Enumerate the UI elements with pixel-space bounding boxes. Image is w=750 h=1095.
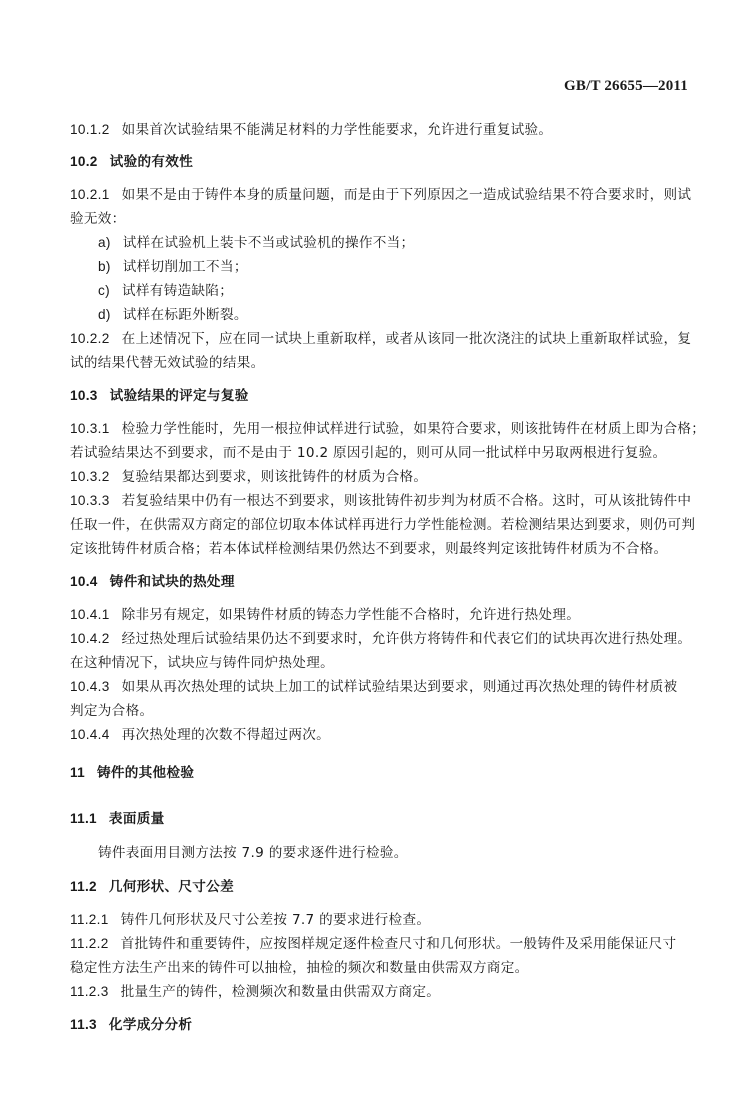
clause-10-4-3: 10.4.3 如果从再次热处理的试块上加工的试样试验结果达到要求，则通过再次热处理的铸件材质被 [70, 679, 678, 695]
section-heading-10-4: 10.4 铸件和试块的热处理 [70, 574, 235, 590]
clause-continuation: 在这种情况下，试块应与铸件同炉热处理。 [70, 655, 334, 671]
clause-continuation: 试的结果代替无效试验的结果。 [70, 355, 265, 371]
section-heading-11-2: 11.2 几何形状、尺寸公差 [70, 879, 234, 895]
chapter-heading-11: 11 铸件的其他检验 [70, 765, 195, 781]
clause-continuation: 定该批铸件材质合格；若本体试样检测结果仍然达不到要求，则最终判定该批铸件材质为不合格。 [70, 541, 668, 557]
section-heading-10-2: 10.2 试验的有效性 [70, 154, 194, 170]
clause-continuation: 判定为合格。 [70, 703, 154, 719]
clause-continuation: 稳定性方法生产出来的铸件可以抽检，抽检的频次和数量由供需双方商定。 [70, 960, 529, 976]
clause-10-3-1: 10.3.1 检验力学性能时，先用一根拉伸试样进行试验，如果符合要求，则该批铸件在材质上即为合格； [70, 421, 706, 437]
list-item-c: c) 试样有铸造缺陷； [98, 283, 234, 299]
section-heading-11-1: 11.1 表面质量 [70, 811, 165, 827]
section-heading-11-3: 11.3 化学成分分析 [70, 1017, 193, 1033]
clause-11-2-2: 11.2.2 首批铸件和重要铸件，应按图样规定逐件检查尺寸和几何形状。一般铸件及采用能保证尺寸 [70, 936, 677, 952]
clause-continuation: 验无效： [70, 211, 126, 227]
clause-10-3-3: 10.3.3 若复验结果中仍有一根达不到要求，则该批铸件初步判为材质不合格。这时，可从该批铸件中 [70, 493, 692, 509]
clause-11-2-1: 11.2.1 铸件几何形状及尺寸公差按 7.7 的要求进行检查。 [70, 912, 431, 928]
clause-10-1-2: 10.1.2 如果首次试验结果不能满足材料的力学性能要求，允许进行重复试验。 [70, 122, 553, 138]
clause-continuation: 任取一件，在供需双方商定的部位切取本体试样再进行力学性能检测。若检测结果达到要求，则仍可判 [70, 517, 696, 533]
list-item-b: b) 试样切削加工不当； [98, 259, 248, 275]
clause-10-2-1: 10.2.1 如果不是由于铸件本身的质量问题，而是由于下列原因之一造成试验结果不符合要求时，则试 [70, 187, 692, 203]
clause-11-1-body: 铸件表面用目测方法按 7.9 的要求逐件进行检验。 [98, 845, 408, 861]
document-code: GB/T 26655—2011 [564, 78, 688, 94]
clause-10-4-4: 10.4.4 再次热处理的次数不得超过两次。 [70, 727, 331, 743]
clause-11-2-3: 11.2.3 批量生产的铸件，检测频次和数量由供需双方商定。 [70, 984, 441, 1000]
list-item-d: d) 试样在标距外断裂。 [98, 307, 248, 323]
clause-10-3-2: 10.3.2 复验结果都达到要求，则该批铸件的材质为合格。 [70, 469, 428, 485]
clause-10-4-2: 10.4.2 经过热处理后试验结果仍达不到要求时，允许供方将铸件和代表它们的试块再次进行热处理。 [70, 631, 692, 647]
clause-10-2-2: 10.2.2 在上述情况下，应在同一试块上重新取样，或者从该同一批次浇注的试块上重新取样试验，复 [70, 331, 692, 347]
section-heading-10-3: 10.3 试验结果的评定与复验 [70, 388, 249, 404]
list-item-a: a) 试样在试验机上装卡不当或试验机的操作不当； [98, 235, 415, 251]
clause-continuation: 若试验结果达不到要求，而不是由于 10.2 原因引起的，则可从同一批试样中另取两根进行复验。 [70, 445, 667, 461]
clause-10-4-1: 10.4.1 除非另有规定，如果铸件材质的铸态力学性能不合格时，允许进行热处理。 [70, 607, 581, 623]
